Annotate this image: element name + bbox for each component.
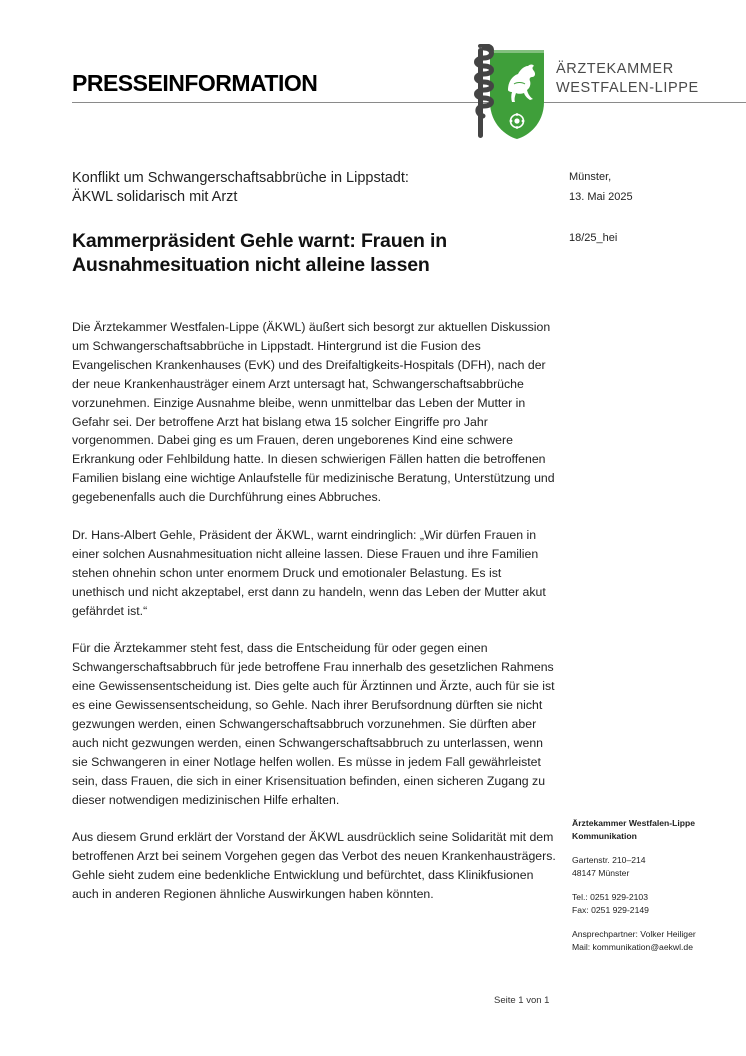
contact-city: 48147 Münster xyxy=(572,868,630,878)
organization-name-line1: ÄRZTEKAMMER xyxy=(556,61,674,77)
press-headline xyxy=(72,229,512,277)
contact-block xyxy=(572,817,742,954)
page-number: Seite 1 von 1 xyxy=(494,995,550,1006)
headline-line1: Kammerpräsident Gehle warnt: Frauen in xyxy=(72,230,447,252)
organization-name-line2: WESTFALEN-LIPPE xyxy=(556,80,699,96)
contact-org: Ärztekammer Westfalen-Lippe xyxy=(572,818,696,828)
contact-street: Gartenstr. 210–214 xyxy=(572,855,646,865)
press-body xyxy=(72,318,556,923)
meta-place: Münster, xyxy=(569,171,612,183)
header-divider xyxy=(72,102,746,103)
subtitle-line2: ÄKWL solidarisch mit Arzt xyxy=(72,189,238,205)
headline-line2: Ausnahmesituation nicht alleine lassen xyxy=(72,254,430,276)
body-paragraph: Für die Ärztekammer steht fest, dass die Entscheidung für oder gegen einen Schwangerschaftsabbruch für jede betroffene Frau innerhalb des gesetzlichen Rahmens eine Gewissensentscheidung ist. Dies gelte auch für Ärztinnen und Ärzte, auch für sie ist es eine Gewissensentscheidung, so Gehle. Nach ihrer Berufsordnung dürften sie nicht gezwungen werden, einen Schwangerschaftsabbruch vorzunehmen. Sie dürften aber auch nicht gezwungen werden, einen Schwangerschaftsabbruch zu unterlassen, wenn sie Schwangeren in einer Notlage helfen wollen. Es müsse in jedem Fall gewährleistet sein, dass Frauen, die sich in einer Krisensituation befinden, einen sicheren Zugang zu dieser notwendigen medizinischen Hilfe erhalten. xyxy=(72,641,555,807)
press-subtitle xyxy=(72,169,512,207)
contact-tel: Tel.: 0251 929-2103 xyxy=(572,892,648,902)
subtitle-line1: Konflikt um Schwangerschaftsabbrüche in Lippstadt: xyxy=(72,170,409,186)
organization-name xyxy=(556,60,699,98)
contact-fax: Fax: 0251 929-2149 xyxy=(572,905,649,915)
body-paragraph: Dr. Hans-Albert Gehle, Präsident der ÄKWL, warnt eindringlich: „Wir dürfen Frauen in einer solchen Ausnahmesituation nicht alleine lassen. Diese Frauen und ihre Familien stehen ohnehin schon unter enormem Druck und emotionaler Belastung. Es ist unethisch und nicht akzeptabel, erst dann zu handeln, wenn das Leben der Mutter akut gefährdet ist.“ xyxy=(72,527,546,618)
body-paragraph: Die Ärztekammer Westfalen-Lippe (ÄKWL) äußert sich besorgt zur aktuellen Diskussion um Schwangerschaftsabbrüche in Lippstadt. Hintergrund ist die Fusion des Evangelischen Krankenhauses (EvK) und des Dreifaltigkeits-Hospitals (DFH), nach der der neue Krankenhausträger einem Arzt untersagt hat, Schwangerschaftsabbrüche vorzunehmen. Einzige Ausnahme bleibe, wenn unmittelbar das Leben der Mutter in Gefahr sei. Der betroffene Arzt hat bislang etwa 15 solcher Eingriffe pro Jahr vorgenommen. Dabei ging es um Frauen, deren ungeborenes Kind eine schwere Erkrankung oder Fehlbildung hatte. In diesen schwierigen Fällen hatten die betroffenen Familien bislang eine wichtige Anlaufstelle für medizinische Beratung, Unterstützung und gegebenenfalls auch die Durchführung eines Abbruches. xyxy=(72,320,555,505)
contact-person: Ansprechpartner: Volker Heiliger xyxy=(572,929,696,939)
shield-horse-staff-icon xyxy=(470,44,546,140)
meta-date: 13. Mai 2025 xyxy=(569,191,633,203)
meta-reference: 18/25_hei xyxy=(569,232,618,244)
document-type-title: PRESSEINFORMATION xyxy=(72,70,318,96)
contact-mail[interactable]: Mail: kommunikation@aekwl.de xyxy=(572,942,693,952)
contact-dept: Kommunikation xyxy=(572,831,637,841)
body-paragraph: Aus diesem Grund erklärt der Vorstand der ÄKWL ausdrücklich seine Solidarität mit dem betroffenen Arzt bei seinem Vorgehen gegen das Verbot des neuen Krankenhausträgers. Gehle sieht zudem eine bedenkliche Entwicklung und befürchtet, dass Klinikfusionen auch in anderen Regionen ähnliche Auswirkungen haben könnten. xyxy=(72,830,556,902)
